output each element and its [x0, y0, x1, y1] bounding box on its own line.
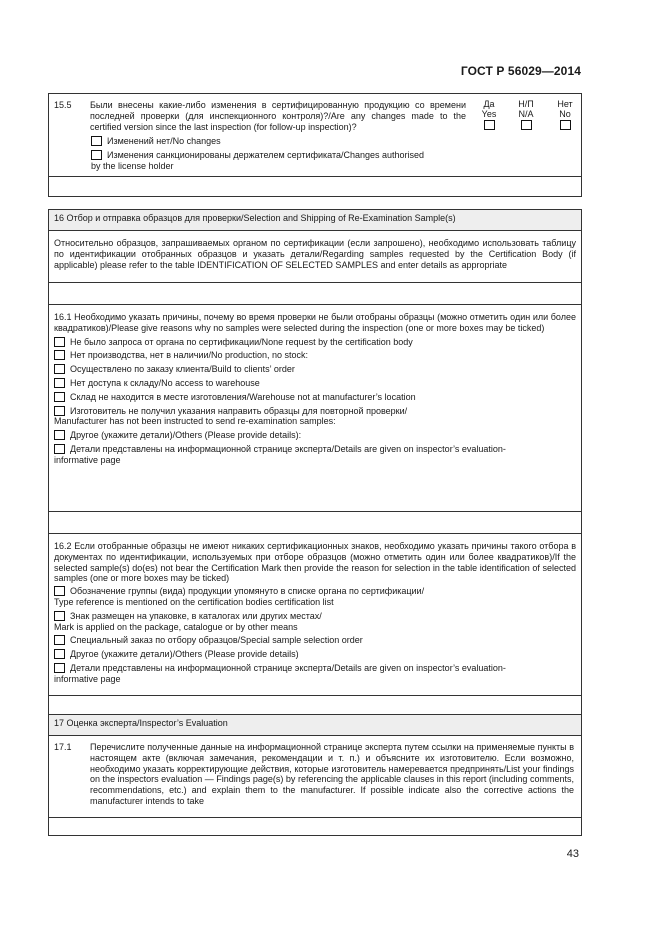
- blank-row: [49, 511, 581, 533]
- item-number: 15.5: [54, 100, 72, 110]
- option-changes-authorised: [91, 150, 424, 161]
- option-details: [54, 444, 576, 455]
- section-16-2-text: 16.2 Если отобранные образцы не имеют никаких сертификационных знаков, необходимо указать причины такого отбора в документах по идентификации, используемых при отборе образцов (можно отметить один или более квадратиков)/If the selected sample(s) do(es) not bear the Certification Mark then provide the reason for selection in the table identification of selected samples (one or more boxes may be ticked): [54, 541, 576, 584]
- option-special-order: [54, 635, 576, 646]
- option-label: Другое (укажите детали)/Others (Please provide details): [70, 649, 299, 660]
- section-15-5-box: [48, 93, 582, 197]
- option-mark-on-package: [54, 611, 576, 622]
- option-type-reference-continuation: Type reference is mentioned on the certification bodies certification list: [54, 596, 334, 607]
- option-type-reference: [54, 586, 576, 597]
- option-no-warehouse-access: [54, 378, 576, 389]
- option-no-production: [54, 350, 576, 361]
- checkbox[interactable]: [54, 392, 65, 402]
- checkbox[interactable]: [54, 406, 65, 416]
- option-continuation: by the license holder: [91, 161, 174, 171]
- answer-na-ru: Н/П: [518, 99, 534, 109]
- checkbox[interactable]: [54, 350, 65, 360]
- option-warehouse-location: [54, 392, 576, 403]
- checkbox[interactable]: [54, 378, 65, 388]
- option-label: Не было запроса от органа по сертификации/None request by the certification body: [70, 336, 413, 347]
- option-label: Другое (укажите детали)/Others (Please provide details):: [70, 430, 302, 441]
- option-label: Изменений нет/No changes: [107, 136, 221, 146]
- section-16-2-row: [49, 533, 581, 695]
- option-no-changes: [91, 136, 221, 147]
- option-label: Обозначение группы (вида) продукции упомянуто в списке органа по сертификации/: [70, 586, 425, 597]
- section-16-1-row: [49, 304, 581, 511]
- option-mark-on-package-continuation: Mark is applied on the package, catalogue or by other means: [54, 621, 298, 632]
- option-label: Знак размещен на упаковке, в каталогах или других местах/: [70, 610, 322, 621]
- section-17-title: 17 Оценка эксперта/Inspector’s Evaluation: [49, 715, 581, 735]
- option-build-to-order: [54, 364, 576, 375]
- blank-row: [49, 817, 581, 835]
- checkbox[interactable]: [54, 444, 65, 454]
- section-16-title: 16 Отбор и отправка образцов для проверки/Selection and Shipping of Re-Examination Sample(s): [49, 210, 581, 230]
- checkbox[interactable]: [91, 150, 102, 160]
- page-number: 43: [566, 848, 579, 860]
- section-17-1-text: Перечислите полученные данные на информационной странице эксперта путем ссылки на применяемые пункты в настоящем акте (включая замечания, рекомендации и т. п.) и объясните их изготовителю. Если возможно, необходимо указать корректирующие действия, которые изготовитель намеревается предпринять/List your findings on the inspectors evaluation — Findings page(s) by referencing the applicable clauses in this report (including comments, recommendations, etc.) and explain them to the manufacturer. If possible indicate also the corrective actions the manufacturer intends to take: [90, 742, 574, 806]
- option-label: Изменения санкционированы держателем сертификата/Changes authorised: [107, 150, 425, 160]
- blank-row: [49, 176, 581, 196]
- answer-no: [552, 99, 578, 130]
- answer-yes: [477, 99, 501, 130]
- option-label: Нет производства, нет в наличии/No production, no stock:: [70, 350, 309, 361]
- question-text: Были внесены какие-либо изменения в сертифицированную продукцию со времени последней проверки (для инспекционного контроля)?/Are any changes made to the certified version since the last inspection (for follow-up inspection)?: [90, 100, 466, 132]
- option-label: Изготовитель не получил указания направить образцы для повторной проверки/: [70, 405, 408, 416]
- option-none-request: [54, 337, 576, 348]
- option-details: [54, 663, 576, 674]
- checkbox[interactable]: [54, 663, 65, 673]
- blank-row: [49, 282, 581, 304]
- option-others: [54, 430, 576, 441]
- document-code: ГОСТ Р 56029—2014: [460, 64, 581, 78]
- answer-yes-ru: Да: [483, 99, 495, 109]
- option-label: Склад не находится в месте изготовления/Warehouse not at manufacturer’s location: [70, 391, 416, 402]
- answer-no-ru: Нет: [557, 99, 573, 109]
- section-17-1-row: [49, 735, 581, 817]
- answer-na-en: N/A: [518, 109, 534, 119]
- checkbox[interactable]: [54, 635, 65, 645]
- option-continuation: Manufacturer has not been instructed to send re-examination samples:: [54, 416, 336, 427]
- option-label: Нет доступа к складу/No access to warehouse: [70, 377, 260, 388]
- checkbox[interactable]: [54, 364, 65, 374]
- section-16-box: [48, 209, 582, 718]
- no-checkbox[interactable]: [560, 120, 571, 130]
- section-16-intro-row: [49, 230, 581, 282]
- option-others: [54, 649, 576, 660]
- na-checkbox[interactable]: [521, 120, 532, 130]
- checkbox[interactable]: [91, 136, 102, 146]
- option-details-continuation: informative page: [54, 673, 121, 684]
- option-not-instructed: [54, 406, 576, 417]
- option-label: Специальный заказ по отбору образцов/Special sample selection order: [70, 635, 363, 646]
- item-number: 17.1: [54, 742, 72, 752]
- section-17-box: [48, 714, 582, 836]
- option-label: Детали представлены на информационной странице эксперта/Details are given on inspector’s evaluation-: [70, 662, 506, 673]
- section-16-intro: Относительно образцов, запрашиваемых органом по сертификации (если запрошено), необходимо использовать таблицу по идентификации отобранных образцов и указать детали/Regarding samples requested by the Certification Body (if applicable) please refer to the table IDENTIFICATION OF SELECTED SAMPLES and enter details as appropriate: [54, 238, 576, 270]
- option-details-continuation: informative page: [54, 454, 121, 465]
- checkbox[interactable]: [54, 586, 65, 596]
- checkbox[interactable]: [54, 611, 65, 621]
- checkbox[interactable]: [54, 649, 65, 659]
- checkbox[interactable]: [54, 430, 65, 440]
- option-label: Детали представлены на информационной странице эксперта/Details are given on inspector’s evaluation-: [70, 443, 506, 454]
- section-15-5-row: [49, 94, 581, 176]
- answer-na: [511, 99, 541, 130]
- yes-checkbox[interactable]: [484, 120, 495, 130]
- option-label: Осуществлено по заказу клиента/Build to clients’ order: [70, 364, 295, 375]
- answer-yes-en: Yes: [481, 109, 497, 119]
- checkbox[interactable]: [54, 337, 65, 347]
- answer-no-en: No: [559, 109, 571, 119]
- section-16-1-text: 16.1 Необходимо указать причины, почему во время проверки не были отобраны образцы (можно отметить один или более квадратиков)/Please give reasons why no samples were selected during the inspection (one or more boxes may be ticked): [54, 312, 576, 333]
